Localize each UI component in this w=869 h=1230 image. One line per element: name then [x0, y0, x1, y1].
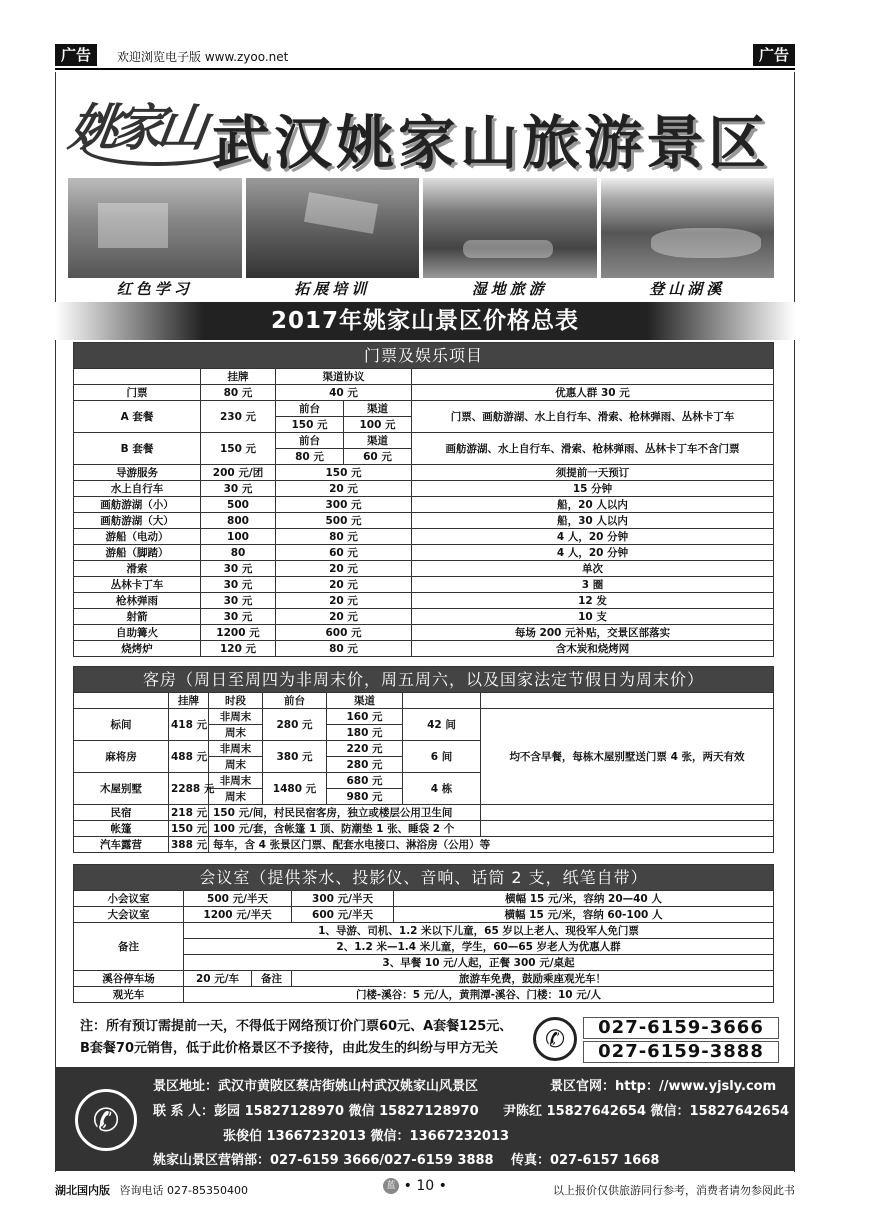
table-row: 游船（脚踏） 80 60 元 4 人，20 分钟: [74, 545, 774, 561]
table-row: 周末 980 元: [74, 789, 774, 805]
photo-red-study: [68, 178, 242, 278]
section-title-meetings: 会议室（提供茶水、投影仪、音响、话筒 2 支，纸笔自带）: [74, 865, 774, 891]
logo-swoosh-icon: [82, 130, 232, 166]
table-row: 2、1.2 米—1.4 米儿童，学生，60—65 岁老人为优惠人群: [74, 939, 774, 955]
phone-number-1[interactable]: 027-6159-3666: [583, 1017, 779, 1039]
phone-box: [533, 1015, 779, 1065]
banner-title: 武汉姚家山旅游景区: [212, 109, 771, 177]
table-row: 民宿 218 元 150 元/间，村民民宿客房，独立或楼层公用卫生间: [74, 805, 774, 821]
sales-dept: 姚家山景区营销部：027-6159 3666/027-6159 3888: [153, 1153, 494, 1168]
table-row: 麻将房 488 元 非周末 380 元 220 元 6 间: [74, 741, 774, 757]
photo-strip: [68, 178, 774, 278]
ad-tag-right: 广告: [753, 44, 795, 66]
table-row: 滑索 30 元 20 元 单次: [74, 561, 774, 577]
table-header: 挂牌 时段 前台 渠道: [74, 693, 774, 709]
table-row: 丛林卡丁车 30 元 20 元 3 圈: [74, 577, 774, 593]
table-row: 射箭 30 元 20 元 10 支: [74, 609, 774, 625]
welcome-text: 欢迎浏览电子版 www.zyoo.net: [117, 50, 289, 64]
table-row: 水上自行车 30 元 20 元 15 分钟: [74, 481, 774, 497]
telephone-icon: ✆: [75, 1089, 137, 1151]
table-row: 自助篝火 1200 元 600 元 每场 200 元补贴，交景区部落实: [74, 625, 774, 641]
table-header: [74, 369, 774, 385]
table-row: 3、早餐 10 元/人起，正餐 300 元/桌起: [74, 955, 774, 971]
disclaimer: 以上报价仅供旅游同行参考，消费者请勿参阅此书: [553, 1184, 795, 1197]
booking-note-line2: B套餐70元销售，低于此价格景区不予接待，由此发生的纠纷与甲方无关: [80, 1041, 498, 1056]
table-row: 观光车 门楼-溪谷：5 元/人，黄荆潭-溪谷、门楼：10 元/人: [74, 987, 774, 1003]
table-row: 画舫游湖（小） 500 300 元 船，20 人以内: [74, 497, 774, 513]
meetings-table: [73, 864, 774, 1003]
price-table-title: 2017年姚家山景区价格总表: [55, 302, 795, 340]
table-row: 备注 1、导游、司机、1.2 米以下儿童，65 岁以上老人、现役军人免门票: [74, 923, 774, 939]
table-row: 汽车露营 388 元 每车，含 4 张景区门票、配套水电接口、淋浴房（公用）等: [74, 837, 774, 853]
table-row: 导游服务 200 元/团 150 元 须提前一天预订: [74, 465, 774, 481]
table-row: 木屋别墅 2288 元 非周末 1480 元 680 元 4 栋: [74, 773, 774, 789]
table-row: 枪林弹雨 30 元 20 元 12 发: [74, 593, 774, 609]
table-row: B 套餐 150 元 前台 渠道 画舫游湖、水上自行车、滑索、枪林弹雨、丛林卡丁车不含门票: [74, 433, 774, 449]
phone-number-2[interactable]: 027-6159-3888: [583, 1041, 779, 1063]
table-row: 画舫游湖（大） 800 500 元 船，30 人以内: [74, 513, 774, 529]
table-row: 大会议室 1200 元/半天 600 元/半天 横幅 15 元/米，容纳 60-100 人: [74, 907, 774, 923]
table-row: 溪谷停车场 20 元/车 备注 旅游车免费，鼓励乘座观光车！: [74, 971, 774, 987]
banner: [62, 78, 792, 178]
booking-note-line1: 注：所有预订需提前一天，不得低于网络预订价门票60元、A套餐125元、: [80, 1019, 513, 1034]
section-title-tickets: 门票及娱乐项目: [74, 343, 774, 369]
ad-tag-left: 广告: [55, 44, 97, 66]
edition-label: 湖北国内版: [55, 1184, 110, 1197]
table-row: 150 元 100 元: [74, 417, 774, 433]
phone-icon: ✆: [533, 1017, 577, 1061]
edition-badge-icon: 蓝: [383, 1178, 399, 1194]
table-row: 周末 180 元: [74, 725, 774, 741]
rooms-table: [73, 666, 774, 853]
contact-person-1: 联 系 人：彭园 15827128970 微信 15827128970: [153, 1104, 479, 1119]
table-row: 烧烤炉 120 元 80 元 含木炭和烧烤网: [74, 641, 774, 657]
header-channel: 渠道协议: [276, 369, 412, 385]
website[interactable]: 景区官网：http：//www.yjsly.com: [550, 1079, 777, 1094]
table-row: 门票 80 元 40 元 优惠人群 30 元: [74, 385, 774, 401]
contact-person-2: 尹陈红 15827642654 微信：15827642654: [503, 1104, 790, 1119]
top-bar: [55, 44, 795, 70]
page-number: • 10 •: [403, 1178, 447, 1194]
contact-person-3: 张俊伯 13667232013 微信：13667232013: [223, 1129, 510, 1144]
brand-logo: 姚家山: [65, 98, 206, 157]
table-row: 帐篷 150 元 100 元/套，含帐篷 1 顶、防潮垫 1 张、睡袋 2 个: [74, 821, 774, 837]
hotline: 咨询电话 027-85350400: [119, 1184, 248, 1197]
caption-3: 湿地旅游: [471, 280, 548, 298]
photo-outward-training: [246, 178, 420, 278]
section-title-rooms: 客房（周日至周四为非周末价，周五周六，以及国家法定节假日为周末价）: [74, 667, 774, 693]
caption-4: 登山湖溪: [649, 280, 726, 298]
booking-note: [80, 1016, 540, 1060]
room-note: 均不含早餐，每栋木屋别墅送门票 4 张，两天有效: [481, 709, 774, 805]
page-footer: [55, 1176, 795, 1200]
caption-2: 拓展培训: [294, 280, 371, 298]
address: 景区地址：武汉市黄陂区蔡店街姚山村武汉姚家山风景区: [153, 1079, 479, 1094]
fax: 传真：027-6157 1668: [511, 1153, 660, 1168]
table-row: 周末 280 元: [74, 757, 774, 773]
table-row: 标间 418 元 非周末 280 元 160 元 42 间 均不含早餐，每栋木屋别墅送门票 4 张，两天有效: [74, 709, 774, 725]
tickets-table: [73, 342, 774, 657]
caption-1: 红色学习: [116, 280, 193, 298]
contact-panel: [55, 1067, 795, 1171]
table-row: 游船（电动） 100 80 元 4 人，20 分钟: [74, 529, 774, 545]
table-row: A 套餐 230 元 前台 渠道 门票、画舫游湖、水上自行车、滑索、枪林弹雨、丛林卡丁车: [74, 401, 774, 417]
header-list-price: 挂牌: [201, 369, 276, 385]
table-row: 小会议室 500 元/半天 300 元/半天 横幅 15 元/米，容纳 20—40 人: [74, 891, 774, 907]
photo-captions: [68, 278, 774, 300]
photo-mountain-lake: [601, 178, 775, 278]
table-row: 80 元 60 元: [74, 449, 774, 465]
photo-wetland: [423, 178, 597, 278]
